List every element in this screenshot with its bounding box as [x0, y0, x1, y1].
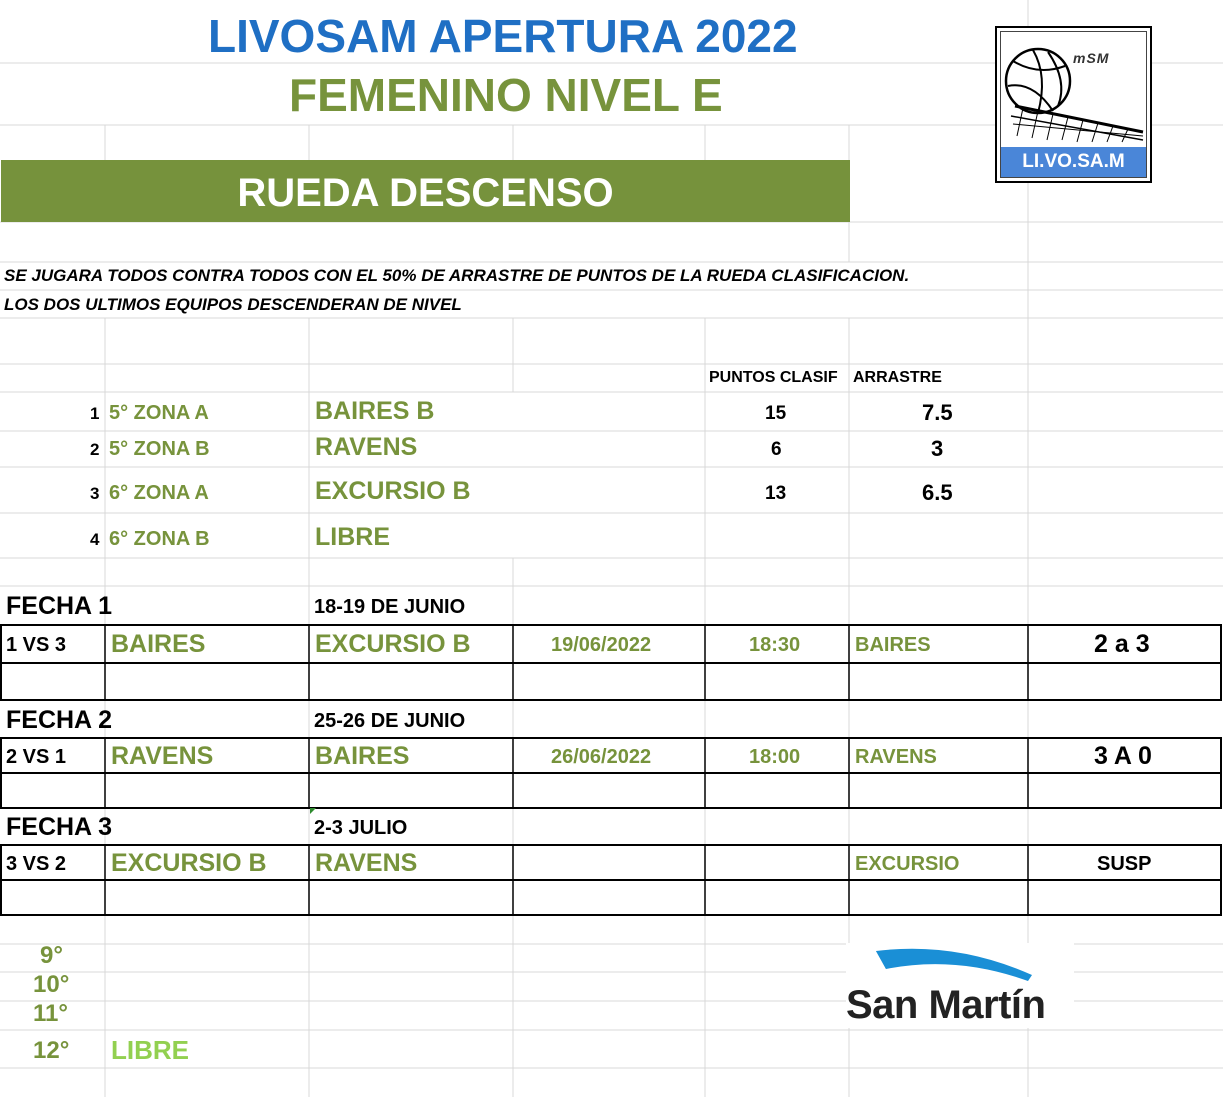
page-title: LIVOSAM APERTURA 2022 [208, 10, 798, 62]
final-position: 9° [40, 942, 63, 969]
final-position-team: LIBRE [111, 1035, 189, 1065]
standing-arrastre: 3 [931, 436, 944, 461]
standing-arrastre: 6.5 [922, 480, 953, 505]
fecha-label: FECHA 1 [6, 592, 113, 620]
match-venue: BAIRES [855, 634, 931, 656]
match-home: RAVENS [111, 742, 214, 770]
standing-num: 3 [90, 484, 100, 503]
match-date: 26/06/2022 [551, 746, 652, 768]
match-time: 18:00 [749, 746, 801, 768]
page-subtitle: FEMENINO NIVEL E [289, 69, 723, 121]
standing-zona: 6° ZONA B [109, 528, 210, 550]
standing-arrastre: 7.5 [922, 400, 953, 425]
col-header-arrastre: ARRASTRE [853, 369, 942, 386]
standing-team: BAIRES B [315, 397, 435, 425]
standing-num: 2 [90, 440, 100, 459]
note-line-2: LOS DOS ULTIMOS EQUIPOS DESCENDERAN DE NIVEL [4, 295, 462, 314]
match-number: 3 VS 2 [6, 853, 67, 875]
standing-zona: 6° ZONA A [109, 482, 209, 504]
standing-team: LIBRE [315, 523, 390, 551]
final-position: 11° [33, 1000, 68, 1027]
fecha-dates: 2-3 JULIO [314, 817, 408, 839]
match-result: 3 A 0 [1094, 742, 1152, 770]
san-martin-logo [846, 943, 1074, 1028]
match-home: EXCURSIO B [111, 849, 267, 877]
standing-zona: 5° ZONA A [109, 402, 209, 424]
standing-zona: 5° ZONA B [109, 438, 210, 460]
fecha-label: FECHA 2 [6, 706, 113, 734]
match-venue: RAVENS [855, 746, 937, 768]
final-position: 12° [33, 1037, 70, 1064]
fecha-dates: 18-19 DE JUNIO [314, 596, 466, 618]
match-venue: EXCURSIO [855, 853, 960, 875]
match-away: BAIRES [315, 742, 410, 770]
standing-team: RAVENS [315, 433, 418, 461]
standing-puntos: 15 [765, 403, 787, 424]
match-result: SUSP [1097, 853, 1152, 875]
logo-label: LI.VO.SA.M [1001, 147, 1146, 177]
col-header-puntos: PUNTOS CLASIF [709, 369, 838, 386]
note-line-1: SE JUGARA TODOS CONTRA TODOS CON EL 50% DE ARRASTRE DE PUNTOS DE LA RUEDA CLASIFICACION. [4, 266, 910, 285]
match-home: BAIRES [111, 630, 206, 658]
banner-label: RUEDA DESCENSO [237, 171, 614, 215]
match-result: 2 a 3 [1094, 630, 1150, 658]
fecha-dates: 25-26 DE JUNIO [314, 710, 466, 732]
match-date: 19/06/2022 [551, 634, 652, 656]
logo-mark: mSM [1073, 50, 1110, 66]
standing-num: 4 [90, 530, 100, 549]
match-away: RAVENS [315, 849, 418, 877]
fecha-label: FECHA 3 [6, 813, 113, 841]
match-number: 2 VS 1 [6, 746, 67, 768]
arc-icon [846, 943, 1074, 988]
match-number: 1 VS 3 [6, 634, 67, 656]
standing-puntos: 6 [771, 439, 782, 460]
final-position: 10° [33, 971, 70, 998]
standing-puntos: 13 [765, 483, 787, 504]
sponsor-name: San Martín [846, 983, 1046, 1027]
match-away: EXCURSIO B [315, 630, 471, 658]
match-time: 18:30 [749, 634, 801, 656]
standing-num: 1 [90, 404, 100, 423]
standing-team: EXCURSIO B [315, 477, 471, 505]
